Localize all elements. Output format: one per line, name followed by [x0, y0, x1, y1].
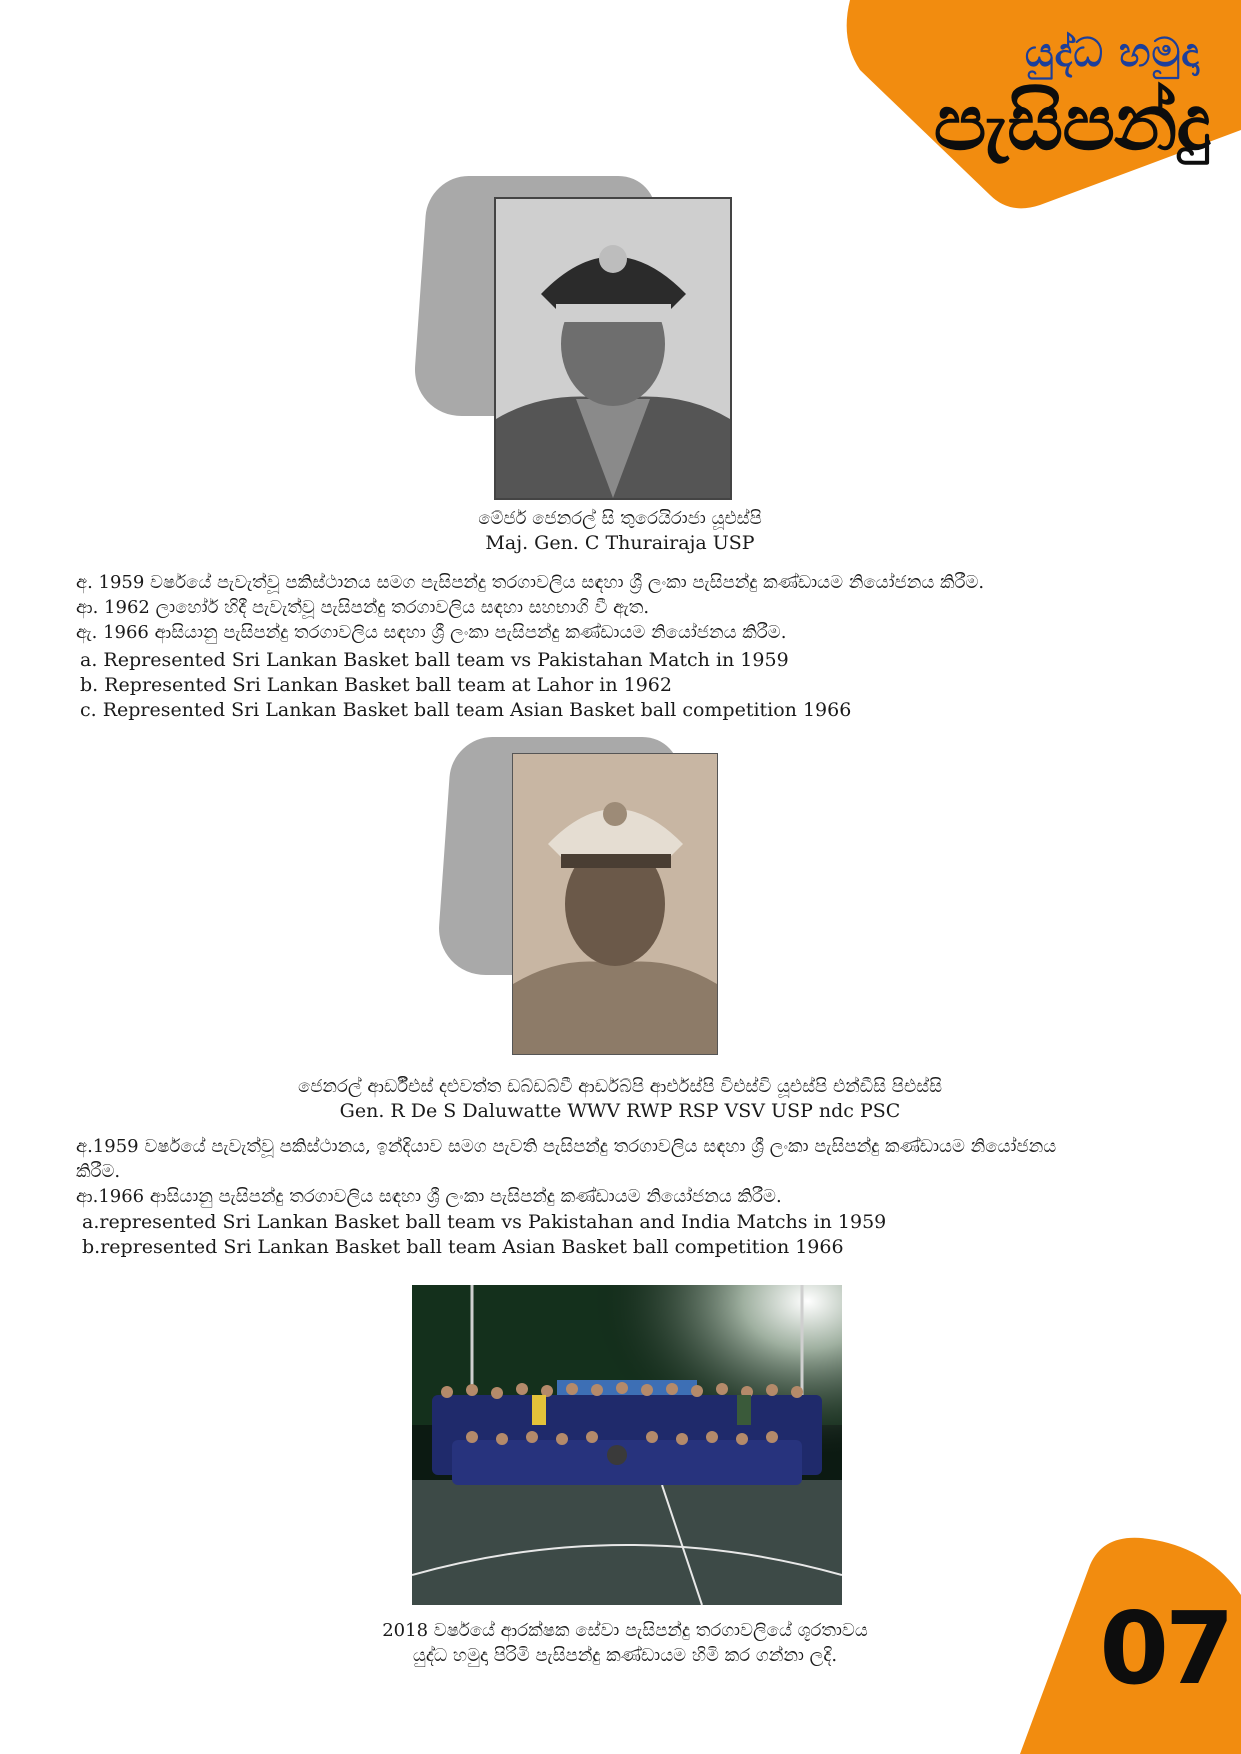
list-item: ආ.1966 ආසියානු පැසිපන්දු තරගාවලිය සඳහා ශ්‍රී ලංකා පැසිපන්දු කණ්ඩායම නියෝජනය කිරීම. [76, 1186, 782, 1207]
list-item: b. Represented Sri Lankan Basket ball team at Lahor in 1962 [80, 674, 672, 696]
profile-1-points-en [80, 648, 1080, 723]
profile-2-caption-en: Gen. R De S Daluwatte WWV RWP RSP VSV USP ndc PSC [339, 1100, 901, 1122]
list-item: a. Represented Sri Lankan Basket ball team vs Pakistahan Match in 1959 [80, 649, 789, 671]
team-photo-caption-line2: යුද්ධ හමුදා පිරිමි පැසිපන්දු කණ්ඩායම හිමි කර ගන්නා ලදි. [412, 1645, 838, 1666]
profile-1-points-si [76, 570, 1206, 645]
team-photo [412, 1285, 842, 1605]
portrait-thurairaja [494, 197, 732, 500]
list-item: a.represented Sri Lankan Basket ball team vs Pakistahan and India Matchs in 1959 [82, 1211, 887, 1233]
profile-2-caption-si: ජෙනරල් ආර්ඩීඑස් දළුවත්ත ඩබ්ඩබ්වී ආර්ඩබ්පි ආර්එස්පි විඑස්වි යූඑස්පි එන්ඩීසි පිඑස්සි [297, 1076, 943, 1097]
profile-2-points-en [82, 1210, 1082, 1260]
profile-1-caption-en: Maj. Gen. C Thurairaja USP [485, 532, 755, 554]
profile-1-caption-si: මේජර් ජෙනරල් සි තුරෙයිරාජා යූඑස්පි [478, 508, 762, 529]
team-photo-caption-line1: 2018 වර්ෂයේ ආරක්ෂක සේවා පැසිපන්දු තරගාවලියේ ශූරතාවය [382, 1620, 868, 1641]
header-subtitle: යුද්ධ හමුදා [1024, 30, 1200, 76]
header-title: පැසිපන්දු [933, 78, 1210, 168]
list-item: අ. 1959 වර්ෂයේ පැවැත්වූ පකිස්ථානය සමග පැසිපන්දු තරගාවලිය සඳහා ශ්‍රී ලංකා පැසිපන්දු කණ්ඩායම නියෝජනය කිරීම. [76, 572, 985, 593]
profile-2-points-si [76, 1134, 1086, 1209]
portrait-daluwatte [512, 753, 718, 1055]
list-item: ආ. 1962 ලාහෝර් හිදී පැවැත්වූ පැසිපන්දු තරගාවලිය සඳහා සහභාගි වී ඇත. [76, 597, 650, 618]
list-item: අ.1959 වර්ෂයේ පැවැත්වූ පකිස්ථානය, ඉන්දියාව සමග පැවති පැසිපන්දු තරගාවලිය සඳහා ශ්‍රී ලංකා පැසිපන්දු කණ්ඩායම නියෝජනය කිරීම. [76, 1136, 1057, 1182]
list-item: ඇ. 1966 ආසියානු පැසිපන්දු තරගාවලිය සඳහා ශ්‍රී ලංකා පැසිපන්දු කණ්ඩායම නියෝජනය කිරීම. [76, 622, 787, 643]
page-number: 07 [1099, 1590, 1231, 1707]
list-item: c. Represented Sri Lankan Basket ball team Asian Basket ball competition 1966 [80, 699, 852, 721]
list-item: b.represented Sri Lankan Basket ball team Asian Basket ball competition 1966 [82, 1236, 844, 1258]
